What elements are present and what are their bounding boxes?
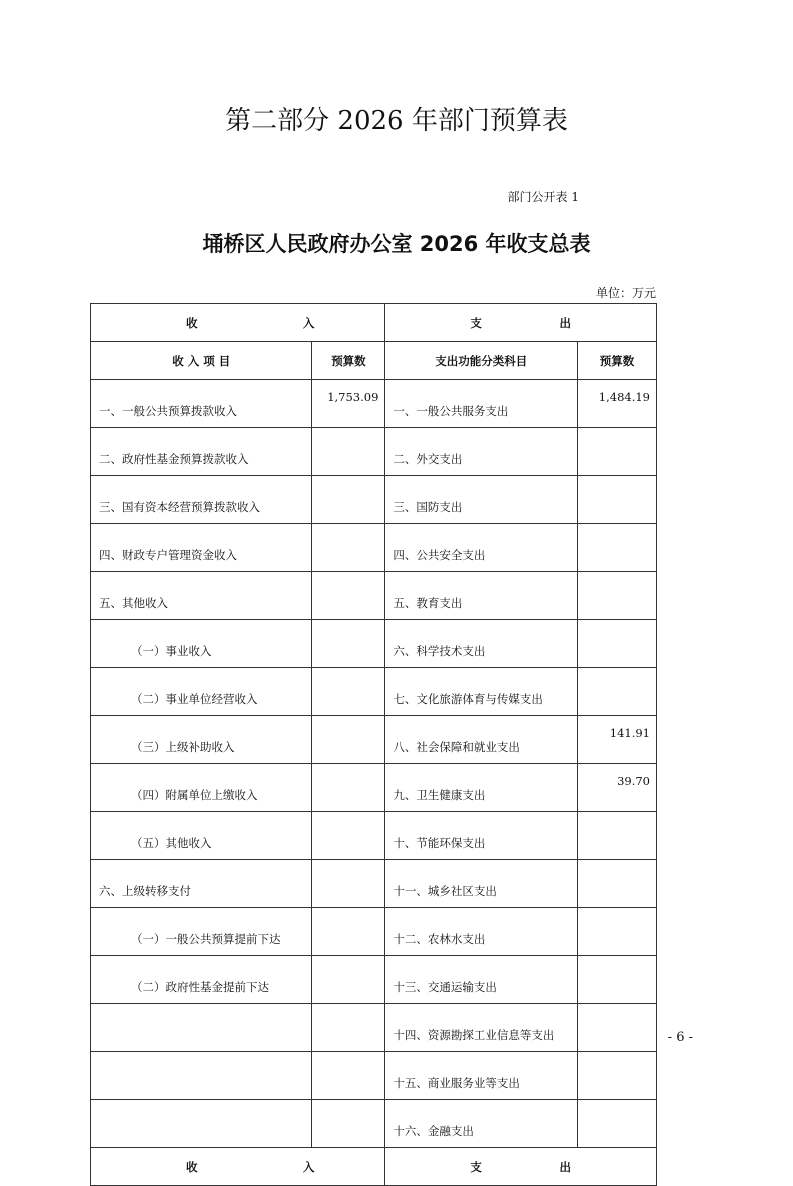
- cell-expense-value: [578, 668, 657, 716]
- header-income-2: 入: [302, 315, 315, 330]
- table-row: [91, 524, 657, 572]
- cell-income: 一、一般公共预算拨款收入: [91, 380, 312, 428]
- cell-expense-value: [578, 524, 657, 572]
- cell-income-value: [312, 860, 385, 908]
- table-row: [91, 476, 657, 524]
- cell-expense: 三、国防支出: [385, 476, 578, 524]
- table-row: [91, 668, 657, 716]
- table-tag: 部门公开表 1: [507, 190, 579, 204]
- cell-expense-value: [578, 572, 657, 620]
- col-budget: 预算数: [312, 342, 385, 380]
- cell-expense-value: 1,484.19: [578, 380, 657, 428]
- table-row: [91, 1004, 657, 1052]
- cell-income: （二）事业单位经营收入: [91, 668, 312, 716]
- cell-income-value: [312, 1100, 385, 1148]
- cell-income-value: [312, 908, 385, 956]
- footer-income: 收: [186, 1159, 198, 1174]
- cell-expense-value: [578, 860, 657, 908]
- cell-expense-value: [578, 1004, 657, 1052]
- header-income: 收: [186, 315, 198, 330]
- header-expense: 支: [470, 315, 482, 330]
- cell-income-value: [312, 956, 385, 1004]
- cell-income: 六、上级转移支付: [91, 860, 312, 908]
- cell-income-value: [312, 428, 385, 476]
- footer-expense: 支: [470, 1159, 482, 1174]
- table-row: [91, 1100, 657, 1148]
- cell-expense: 八、社会保障和就业支出: [385, 716, 578, 764]
- cell-expense: 十三、交通运输支出: [385, 956, 578, 1004]
- table-row: [91, 620, 657, 668]
- cell-expense: 十四、资源勘探工业信息等支出: [385, 1004, 578, 1052]
- cell-expense-value: [578, 956, 657, 1004]
- cell-income: 五、其他收入: [91, 572, 312, 620]
- cell-expense: 十二、农林水支出: [385, 908, 578, 956]
- cell-income-value: [312, 476, 385, 524]
- cell-income: （一）事业收入: [91, 620, 312, 668]
- cell-expense: 五、教育支出: [385, 572, 578, 620]
- table-row: [91, 860, 657, 908]
- col-expense-item: 支出功能分类科目: [385, 342, 578, 380]
- cell-expense-value: 39.70: [578, 764, 657, 812]
- cell-income-value: [312, 764, 385, 812]
- cell-expense: 十一、城乡社区支出: [385, 860, 578, 908]
- cell-expense-value: [578, 476, 657, 524]
- cell-income-value: [312, 1052, 385, 1100]
- cell-expense-value: [578, 908, 657, 956]
- cell-expense: 六、科学技术支出: [385, 620, 578, 668]
- cell-expense: 一、一般公共服务支出: [385, 380, 578, 428]
- table-row: [91, 908, 657, 956]
- cell-income: [91, 1004, 312, 1052]
- table-header-row: [91, 304, 657, 342]
- table-row: [91, 380, 657, 428]
- cell-income: [91, 1100, 312, 1148]
- cell-expense: 四、公共安全支出: [385, 524, 578, 572]
- cell-expense: 十五、商业服务业等支出: [385, 1052, 578, 1100]
- cell-income-value: 1,753.09: [312, 380, 385, 428]
- cell-expense-value: [578, 620, 657, 668]
- cell-expense-value: [578, 1052, 657, 1100]
- footer-income-2: 入: [302, 1159, 315, 1174]
- cell-expense: 九、卫生健康支出: [385, 764, 578, 812]
- col-income-item: 收 入 项 目: [91, 342, 312, 380]
- cell-income: （五）其他收入: [91, 812, 312, 860]
- budget-table: [90, 303, 657, 1186]
- cell-expense: 十六、金融支出: [385, 1100, 578, 1148]
- table-row: [91, 572, 657, 620]
- cell-income-value: [312, 812, 385, 860]
- cell-income: （二）政府性基金提前下达: [91, 956, 312, 1004]
- cell-expense: 十、节能环保支出: [385, 812, 578, 860]
- table-row: [91, 716, 657, 764]
- table-footer-row: [91, 1148, 657, 1186]
- cell-income: [91, 1052, 312, 1100]
- cell-income-value: [312, 1004, 385, 1052]
- table-subheader-row: [91, 342, 657, 380]
- cell-expense-value: [578, 812, 657, 860]
- page-number: - 6 -: [667, 1030, 693, 1045]
- cell-income-value: [312, 524, 385, 572]
- cell-income: 二、政府性基金预算拨款收入: [91, 428, 312, 476]
- cell-income-value: [312, 572, 385, 620]
- cell-income: 四、财政专户管理资金收入: [91, 524, 312, 572]
- col-budget-2: 预算数: [578, 342, 657, 380]
- unit-label: 单位：万元: [595, 286, 656, 300]
- cell-income-value: [312, 620, 385, 668]
- table-row: [91, 764, 657, 812]
- cell-income: （一）一般公共预算提前下达: [91, 908, 312, 956]
- cell-expense-value: [578, 1100, 657, 1148]
- cell-expense-value: [578, 428, 657, 476]
- table-row: [91, 956, 657, 1004]
- cell-expense: 七、文化旅游体育与传媒支出: [385, 668, 578, 716]
- cell-income: （三）上级补助收入: [91, 716, 312, 764]
- table-row: [91, 428, 657, 476]
- cell-income-value: [312, 668, 385, 716]
- table-row: [91, 812, 657, 860]
- cell-income: 三、国有资本经营预算拨款收入: [91, 476, 312, 524]
- header-expense-2: 出: [559, 315, 571, 330]
- cell-expense: 二、外交支出: [385, 428, 578, 476]
- cell-expense-value: 141.91: [578, 716, 657, 764]
- section-heading: 第二部分 2026 年部门预算表: [225, 106, 568, 136]
- cell-income-value: [312, 716, 385, 764]
- footer-expense-2: 出: [559, 1159, 571, 1174]
- cell-income: （四）附属单位上缴收入: [91, 764, 312, 812]
- table-title: 埇桥区人民政府办公室 2026 年收支总表: [202, 232, 591, 256]
- table-row: [91, 1052, 657, 1100]
